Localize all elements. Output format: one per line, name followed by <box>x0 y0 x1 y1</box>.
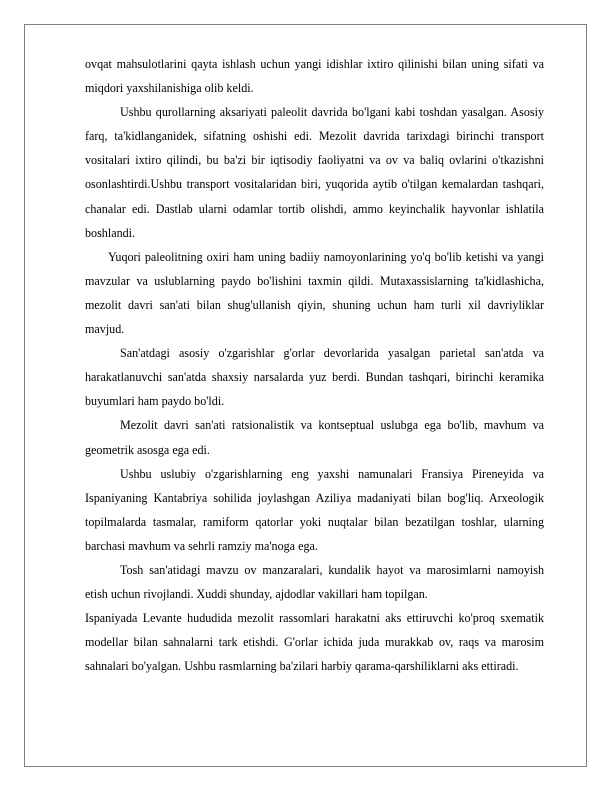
paragraph-art-changes: San'atdagi asosiy o'zgarishlar g'orlar devorlarida yasalgan parietal san'atda va harakatlanuvchi san'atda shaxsiy narsalarda yuz berdi. Bundan tashqari, birinchi keramika buyumlari ham paydo bo'ldi. <box>85 346 544 409</box>
paragraph-art-style: Mezolit davri san'ati ratsionalistik va kontseptual uslubga ega bo'lib, mavhum va geometrik asosga ega edi. <box>85 418 544 457</box>
document-body <box>85 52 544 678</box>
paragraph-rock-art: Tosh san'atidagi mavzu ov manzaralari, kundalik hayot va marosimlarni namoyish etish uchun rivojlandi. Xuddi shunday, ajdodlar vakillari ham topilgan. <box>85 562 544 602</box>
paragraph-levante: Ispaniyada Levante hududida mezolit rassomlari harakatni aks ettiruvchi ko'proq sxematik modellar bilan sahnalarni tark etishdi. G'orlar ichida juda murakkab ov, raqs va marosim sahnalari bo'yalgan. Ushbu rasmlarning ba'zilari harbiy qarama-qarshiliklarni aks ettiradi. <box>85 611 544 674</box>
paragraph-tools-transport: Ushbu qurollarning aksariyati paleolit davrida bo'lgani kabi toshdan yasalgan. Asosiy farq, ta'kidlanganidek, sifatning oshishi edi. Mezolit davrida tarixdagi birinchi transport vositalari ixtiro qilindi, bu ba'zi bir iqtisodiy faoliyatni va ov va baliq ovlarini o'tkazishni osonlashtirdi.Ushbu transport vositalaridan biri, yuqorida aytib o'tilgan kemalardan tashqari, chanalar edi. Dastlab ularni odamlar tortib olishdi, ammo keyinchalik hayvonlar ishlatila boshlandi. <box>85 105 544 240</box>
paragraph-azilian-culture: Ushbu uslubiy o'zgarishlarning eng yaxshi namunalari Fransiya Pireneyida va Ispaniyaning Kantabriya sohilida joylashgan Aziliya madaniyati bilan bog'liq. Arxeologik topilmalarda tasmalar, ramiform qatorlar yoki nuqtalar bilan bezatilgan toshlar, ularning barchasi mavhum va sehrli ramziy ma'noga ega. <box>85 466 544 553</box>
paragraph-continuation: ovqat mahsulotlarini qayta ishlash uchun yangi idishlar ixtiro qilinishi bilan uning sifati va miqdori yaxshilanishiga olib keldi. <box>85 57 544 96</box>
paragraph-art-upper-paleolithic: Yuqori paleolitning oxiri ham uning badiiy namoyonlarining yo'q bo'lib ketishi va yangi mavzular va uslublarning paydo bo'lishini taxmin qildi. Mutaxassislarning ta'kidlashicha, mezolit davri san'ati bilan shug'ullanish qiyin, shuning uchun ham turli xil davriyliklar mavjud. <box>85 249 544 337</box>
